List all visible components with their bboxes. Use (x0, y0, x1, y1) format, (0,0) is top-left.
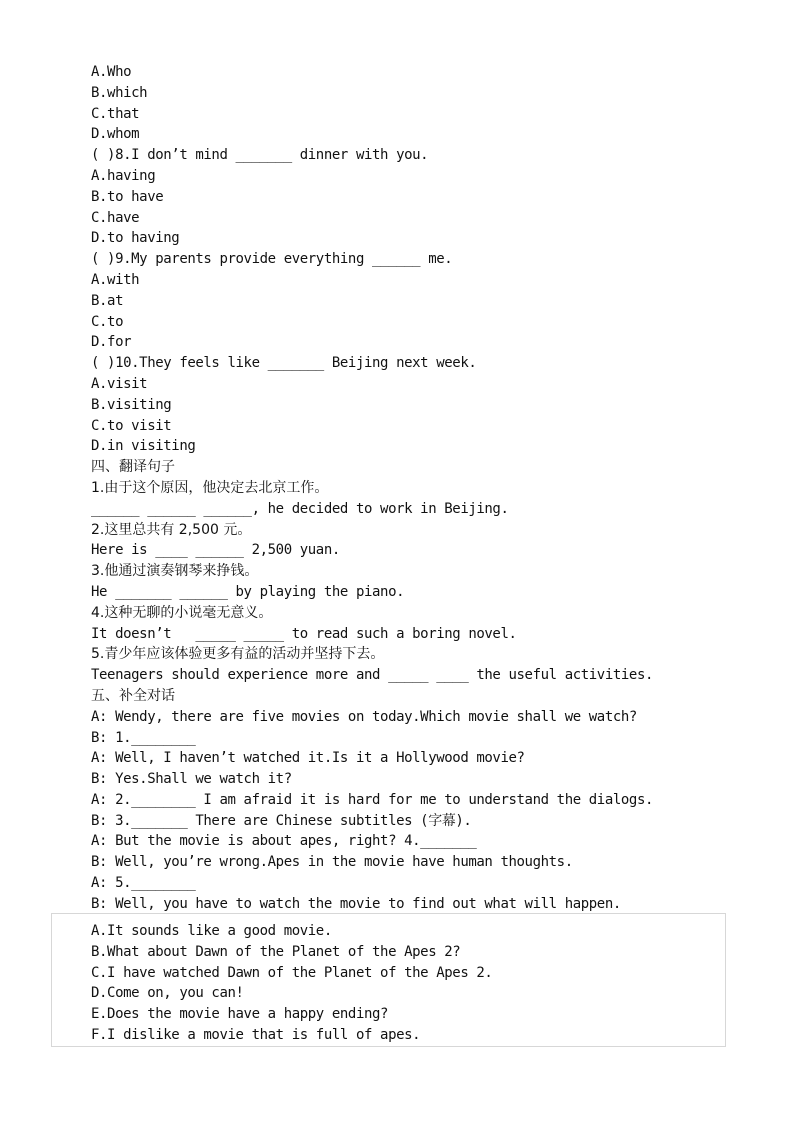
choice-b: B.What about Dawn of the Planet of the Apes 2? (91, 943, 461, 960)
choice-a: A.It sounds like a good movie. (91, 923, 332, 939)
q8-option-c: C.have (91, 209, 140, 226)
q7-option-d: D.whom (91, 126, 140, 143)
q9-option-b: B.at (91, 292, 124, 309)
q10-option-d: D.in visiting (91, 438, 196, 455)
q8-option-b: B.to have (91, 188, 164, 205)
q7-option-c: C.that (91, 105, 140, 122)
q10-option-b: B.visiting (91, 396, 172, 413)
translation-5-english: Teenagers should experience more and _____ ____ the useful activities. (91, 667, 654, 684)
choice-c: C.I have watched Dawn of the Planet of the Apes 2. (91, 964, 493, 981)
translation-2-chinese: 2.这里总共有 2,500 元。 (91, 521, 252, 538)
translation-1-chinese: 1.由于这个原因，他决定去北京工作。 (91, 479, 329, 496)
dialog-line: B: Well, you’re wrong.Apes in the movie have human thoughts. (91, 854, 573, 871)
dialog-line: A: Wendy, there are five movies on today.Which movie shall we watch? (91, 708, 637, 725)
q8-option-d: D.to having (91, 230, 180, 247)
dialog-line: B: Well, you have to watch the movie to find out what will happen. (91, 895, 621, 912)
section-5-heading: 五、补全对话 (91, 687, 175, 704)
dialog-line: B: 1.________ (91, 729, 196, 746)
dialog-choices-box (51, 913, 726, 1047)
dialog-line: A: 2.________ I am afraid it is hard for me to understand the dialogs. (91, 791, 654, 808)
q8-stem: ( )8.I don’t mind _______ dinner with you. (91, 147, 429, 164)
translation-4-english: It doesn’t _____ _____ to read such a boring novel. (91, 625, 517, 642)
translation-1-english: ______ ______ ______, he decided to work in Beijing. (91, 500, 509, 517)
q8-option-a: A.having (91, 167, 156, 184)
q9-stem: ( )9.My parents provide everything ______ me. (91, 251, 453, 268)
dialog-line: A: But the movie is about apes, right? 4._______ (91, 833, 477, 850)
translation-5-chinese: 5.青少年应该体验更多有益的活动并坚持下去。 (91, 646, 385, 663)
q7-option-b: B.which (91, 84, 148, 101)
q10-option-c: C.to visit (91, 417, 172, 434)
worksheet-page (91, 62, 751, 915)
translation-3-english: He _______ ______ by playing the piano. (91, 583, 405, 600)
dialog-line: B: Yes.Shall we watch it? (91, 771, 292, 788)
q10-stem: ( )10.They feels like _______ Beijing next week. (91, 355, 477, 372)
q9-option-d: D.for (91, 334, 132, 351)
choice-d: D.Come on, you can! (91, 985, 244, 1002)
translation-2-english: Here is ____ ______ 2,500 yuan. (91, 542, 340, 559)
translation-4-chinese: 4.这种无聊的小说毫无意义。 (91, 604, 273, 621)
translation-3-chinese: 3.他通过演奏钢琴来挣钱。 (91, 563, 259, 580)
q10-option-a: A.visit (91, 375, 148, 392)
q9-option-a: A.with (91, 271, 140, 288)
dialog-line: A: 5.________ (91, 875, 196, 892)
choice-e: E.Does the movie have a happy ending? (91, 1006, 389, 1023)
choice-f: F.I dislike a movie that is full of apes. (91, 1026, 421, 1043)
q7-option-a: A.Who (91, 64, 132, 80)
q9-option-c: C.to (91, 313, 124, 330)
dialog-line: B: 3._______ There are Chinese subtitles (字幕). (91, 812, 472, 829)
dialog-line: A: Well, I haven’t watched it.Is it a Hollywood movie? (91, 750, 525, 767)
section-4-heading: 四、翻译句子 (91, 459, 175, 476)
